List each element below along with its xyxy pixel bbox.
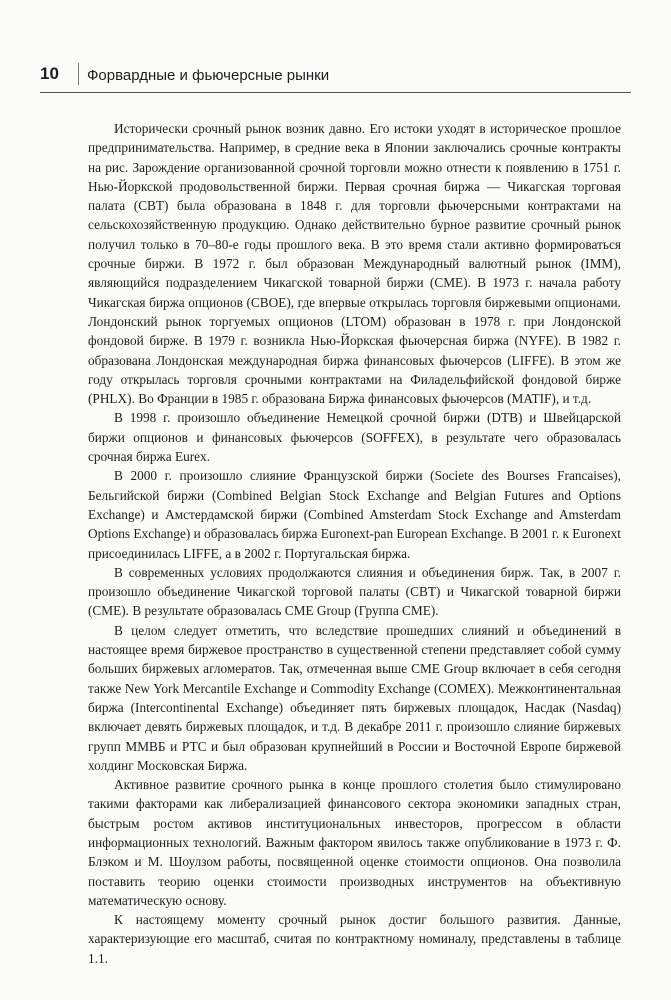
paragraph: В современных условиях продолжаются слияния и объединения бирж. Так, в 2007 г. произошло объединение Чикагской торговой палаты (CBT) и Чикагской товарной биржи (CME). В результате образовалась CME Group (Группа CME).: [88, 564, 621, 619]
header-separator: [78, 63, 79, 85]
paragraph: Исторически срочный рынок возник давно. Его истоки уходят в историческое прошлое предпринимательства. Например, в средние века в Японии заключались срочные контракты на рис. Зарождение организованной срочной торговли можно отнести к появлению в 1751 г. Нью-Йоркской продовольственной биржи. Первая срочная биржа — Чикагская торговая палата (CBT) была образована в 1848 г. для торговли фьючерсными контрактами на сельскохозяйственную продукцию. Однако действительно бурное развитие срочный рынок получил только в 70–80-е годы прошлого века. В это время стали активно формироваться срочные биржи. В 1972 г. был образован Международный валютный рынок (IMM), являющийся подразделением Чикагской товарной биржи (CME). В 1973 г. начала работу Чикагская биржа опционов (CBOE), где впервые открылась торговля биржевыми опционами. Лондонский рынок торгуемых опционов (LTOM) образован в 1978 г. при Лондонской фондовой бирже. В 1979 г. возникла Нью-Йоркская фьючерсная биржа (NYFE). В 1982 г. образована Лондонская международная биржа финансовых фьючерсов (LIFFE). В этом же году открылась торговля срочными контрактами на Филадельфийской фондовой бирже (PHLX). Во Франции в 1985 г. образована Биржа финансовых фьючерсов (MATIF), и т.д.: [88, 121, 621, 407]
paragraph: В 2000 г. произошло слияние Французской биржи (Societe des Bourses Francaises), Бельгийской биржи (Combined Belgian Stock Exchange and Belgian Futures and Options Exchange) и Амстердамской биржи (Combined Amsterdam Stock Exchange and Amsterdam Options Exchange) и образовалась биржа Euronext-pan European Exchange. В 2001 г. к Euronext присоединилась LIFFE, а в 2002 г. Португальская биржа.: [88, 468, 621, 561]
running-title: Форвардные и фьючерсные рынки: [87, 67, 330, 84]
paragraph: К настоящему моменту срочный рынок достиг большого развития. Данные, характеризующие его масштаб, считая по контрактному номиналу, представлены в таблице 1.1.: [88, 912, 621, 966]
running-header: [40, 58, 631, 93]
paragraph: В целом следует отметить, что вследствие прошедших слияний и объединений в настоящее время биржевое пространство в существенной степени представляет собой сумму больших биржевых агломератов. Так, отмеченная выше CME Group включает в себя сегодня также New York Mercantile Exchange и Commodity Exchange (COMEX). Межконтинентальная биржа (Intercontinental Exchange) объединяет пять биржевых площадок, Насдак (Nasdaq) включает девять биржевых площадок, и т.д. В декабре 2011 г. произошло слияние биржевых групп ММВБ и РТС и был образован крупнейший в России и Восточной Европе биржевой холдинг Московская Биржа.: [88, 622, 621, 773]
paragraph: В 1998 г. произошло объединение Немецкой срочной биржи (DTB) и Швейцарской биржи опционов и финансовых фьючерсов (SOFFEX), в результате чего образовалась срочная биржа Eurex.: [88, 410, 621, 465]
page-number: 10: [40, 64, 59, 83]
paragraph: Активное развитие срочного рынка в конце прошлого столетия было стимулировано такими факторами как либерализацией финансового сектора экономики западных стран, быстрым ростом активов институциональных инвесторов, прогрессом в области информационных технологий. Важным фактором явилось также опубликование в 1973 г. Ф. Блэком и М. Шоулзом работы, посвященной оценке стоимости опционов. Она позволила поставить теорию оценки стоимости производных инструментов на объективную математическую основу.: [88, 777, 621, 908]
body-text: [88, 119, 621, 968]
